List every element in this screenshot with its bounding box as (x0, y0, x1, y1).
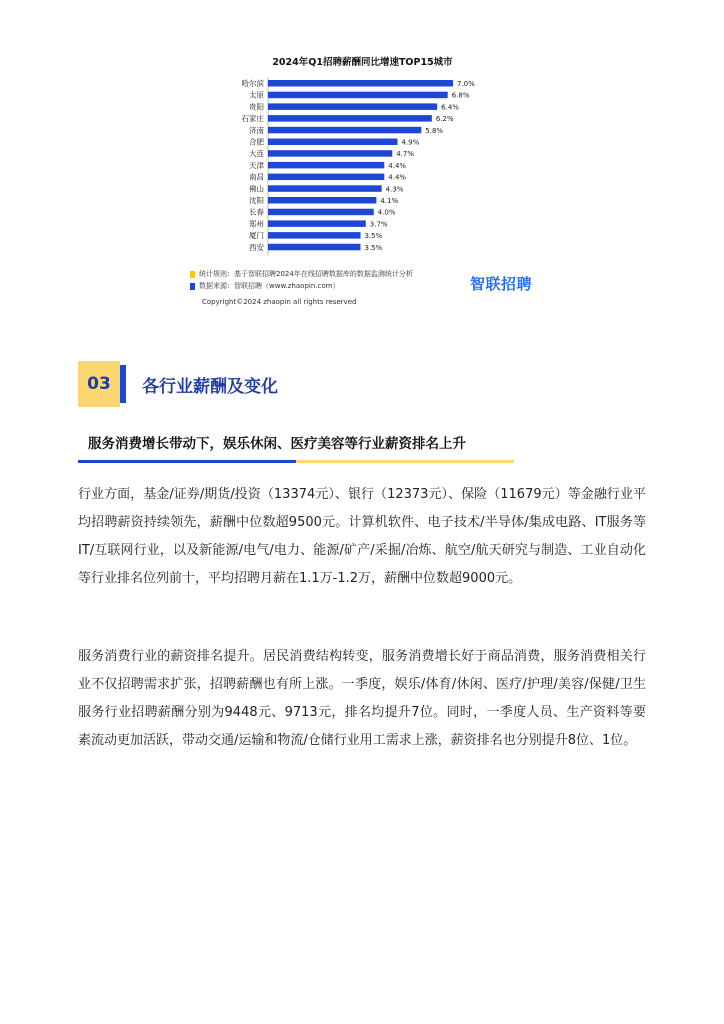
section-header (78, 361, 278, 407)
category-label: 长春 (249, 207, 264, 217)
bar (268, 150, 392, 157)
chart-title: 2024年Q1招聘薪酬同比增速TOP15城市 (272, 57, 453, 68)
paragraph-service-consumption: 服务消费行业的薪资排名提升。居民消费结构转变，服务消费增长好于商品消费，服务消费相关行业不仅招聘需求扩张，招聘薪酬也有所上涨。一季度，娱乐/体育/休闲、医疗/护理/美容/保健/卫生服务行业招聘薪酬分别为9448元、9713元，排名均提升7位。同时，一季度人员、生产资料等要素流动更加活跃，带动交通/运输和物流/仓储行业用工需求上涨，薪资排名也分别提升8位、1位。 (78, 649, 646, 748)
category-label: 合肥 (249, 137, 264, 147)
subtitle-underline-blue (78, 460, 296, 463)
bar (268, 174, 384, 181)
value-label: 7.0% (457, 80, 475, 88)
value-label: 6.2% (435, 115, 454, 124)
bar (268, 232, 361, 239)
category-label: 太原 (249, 90, 264, 100)
bar (268, 185, 382, 192)
bar (268, 103, 437, 110)
value-label: 6.4% (441, 103, 459, 112)
category-label: 南昌 (249, 172, 264, 182)
section-number: 03 (78, 361, 120, 407)
stat-rule-note (190, 269, 413, 279)
category-label: 贵阳 (249, 102, 264, 112)
bar (268, 80, 453, 87)
section-accent-bar (120, 365, 126, 403)
zhaopin-logo: 智联招聘 (470, 275, 533, 293)
value-label: 4.3% (385, 185, 404, 194)
stat-rule-text: 统计规则：基于智联招聘2024年在线招聘数据库的数据监测统计分析 (199, 270, 413, 278)
yellow-marker-icon (190, 271, 195, 278)
value-label: 4.1% (380, 197, 399, 205)
category-label: 大连 (249, 149, 264, 159)
category-label: 佛山 (249, 184, 264, 194)
value-label: 6.8% (451, 91, 470, 100)
value-label: 4.0% (377, 208, 396, 217)
bar (268, 220, 366, 227)
value-label: 4.7% (396, 150, 415, 159)
category-label: 西安 (249, 242, 264, 252)
bar (268, 115, 432, 122)
category-label: 郑州 (249, 219, 264, 229)
bar-chart-svg (190, 74, 535, 274)
bar (268, 209, 374, 216)
salary-growth-chart (190, 52, 535, 312)
section-subtitle: 服务消费增长带动下，娱乐休闲、医疗美容等行业薪资排名上升 (88, 436, 466, 452)
section-title: 各行业薪酬及变化 (142, 376, 278, 397)
paragraph-industry: 行业方面，基金/证券/期货/投资（13374元）、银行（12373元）、保险（11679元）等金融行业平均招聘薪资持续领先，薪酬中位数超9500元。计算机软件、电子技术/半导体/集成电路、IT服务等IT/互联网行业，以及新能源/电气/电力、能源/矿产/采掘/冶炼、航空/航天研究与制造、工业自动化等行业排名位列前十，平均招聘月薪在1.1万-1.2万，薪酬中位数超9000元。 (78, 487, 646, 586)
value-label: 3.5% (364, 232, 383, 241)
bar (268, 139, 398, 146)
blue-marker-icon (190, 283, 195, 290)
category-label: 哈尔滨 (241, 79, 264, 88)
category-label: 厦门 (249, 231, 264, 241)
bar (268, 92, 448, 99)
category-label: 天津 (249, 160, 264, 170)
category-label: 济南 (249, 125, 264, 135)
category-label: 沈阳 (249, 196, 264, 205)
value-label: 4.4% (388, 173, 407, 182)
bar (268, 127, 421, 134)
value-label: 4.4% (388, 161, 407, 170)
copyright-text: Copyright©2024 zhaopin all rights reserved (202, 298, 357, 306)
value-label: 3.7% (369, 220, 388, 229)
value-label: 4.9% (401, 138, 420, 147)
bar (268, 197, 376, 204)
value-label: 5.8% (425, 126, 444, 135)
bar (268, 244, 361, 251)
bar (268, 162, 384, 169)
category-label: 石家庄 (241, 114, 264, 124)
data-source-text: 数据来源：智联招聘（www.zhaopin.com） (199, 282, 340, 290)
subtitle-underline-yellow (296, 460, 514, 463)
data-source-note (190, 281, 339, 291)
value-label: 3.5% (364, 243, 383, 252)
